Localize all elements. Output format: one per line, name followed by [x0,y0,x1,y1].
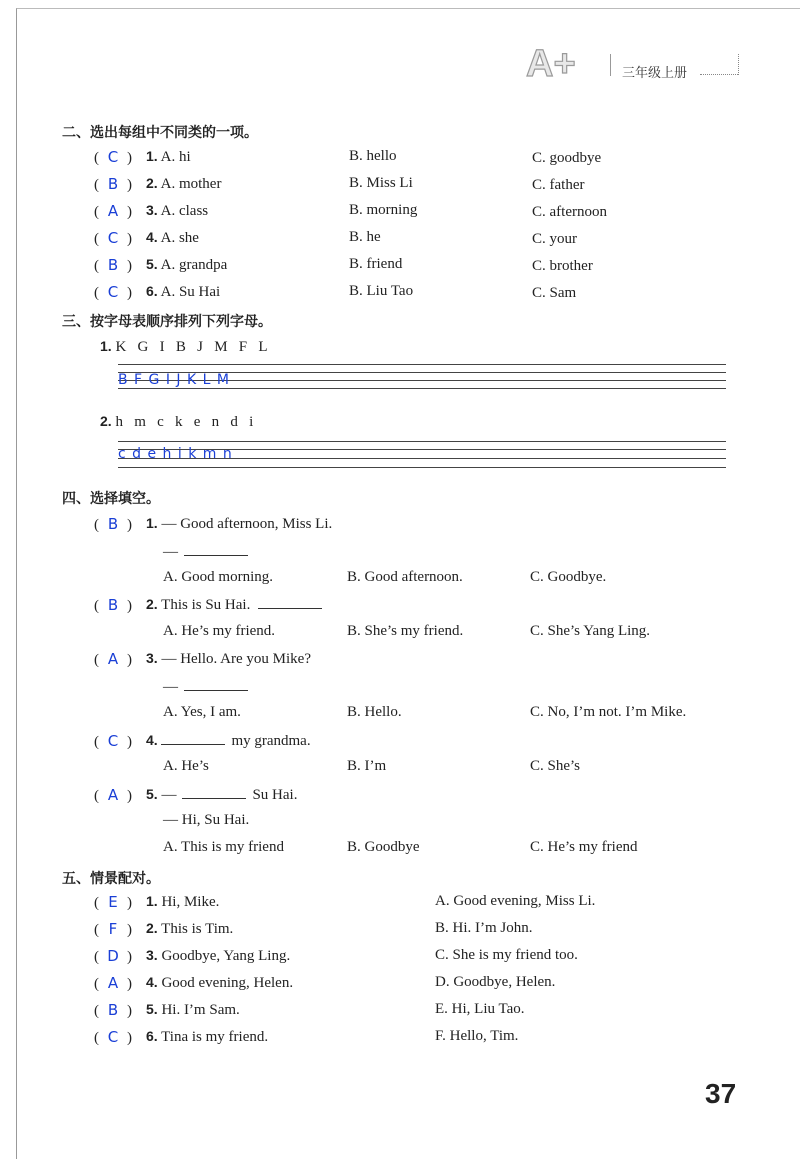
answer-parens [94,175,132,194]
answer-letter: B [107,256,119,274]
paren-close: ) [127,734,132,750]
paren-open: ( [94,258,99,274]
paren-open: ( [94,231,99,247]
answer-blank [182,786,246,799]
s3-letters: K G I B J M F L [115,339,268,355]
answer-parens [94,229,132,248]
answer-letter: B [107,515,119,533]
s2-option-a: A. Su Hai [160,284,221,300]
s2-option-b: B. he [349,229,381,245]
s4-option-a: A. Yes, I am. [163,704,241,720]
s3-line [118,467,726,468]
s2-option-c: C. goodbye [532,150,602,166]
s5-question [146,1001,240,1019]
s4-num: 4. [146,732,158,748]
s4-question-text: — Good afternoon, Miss Li. [161,516,333,532]
s5-option: C. She is my friend too. [435,947,578,963]
s2-num: 1. [146,148,158,164]
s2-option-c: C. your [532,231,577,247]
s5-question-text: Hi, Mike. [161,894,220,910]
paren-open: ( [94,734,99,750]
s5-question [146,947,290,965]
s4-option-c: C. She’s [530,758,581,774]
s4-option-b: B. I’m [347,758,387,774]
s2-question [146,148,191,166]
s4-num: 1. [146,515,158,531]
answer-letter: B [107,175,119,193]
s2-option-c: C. Sam [532,285,577,301]
s4-question-text: This is Su Hai. [161,597,251,613]
s3-line [118,388,726,389]
s3-item-1 [100,338,268,356]
section5-title: 五、情景配对。 [62,871,160,887]
paren-open: ( [94,177,99,193]
paren-close: ) [127,258,132,274]
s2-option-c: C. afternoon [532,204,607,220]
paren-open: ( [94,922,99,938]
s4-reply-line [163,543,248,561]
paren-open: ( [94,788,99,804]
s2-option-a: A. class [160,203,209,219]
s4-question [146,650,311,668]
s5-question [146,974,293,992]
s4-option-c: C. He’s my friend [530,839,638,855]
header-dots [700,74,738,75]
answer-letter: A [107,974,119,992]
paren-open: ( [94,598,99,614]
s4-question [146,596,322,614]
answer-letter: C [107,283,119,301]
answer-blank [258,596,322,609]
answer-parens [94,650,132,669]
s2-option-c: C. father [532,177,585,193]
s4-question-text: my grandma. [231,733,311,749]
answer-letter: F [108,920,118,938]
answer-parens [94,974,132,993]
s4-num: 5. [146,786,158,802]
s5-question-text: Hi. I’m Sam. [161,1002,240,1018]
answer-letter: A [107,786,119,804]
s2-question [146,256,227,274]
s4-option-c: C. Goodbye. [530,569,607,585]
s4-num: 3. [146,650,158,666]
s4-option-a: A. Good morning. [163,569,273,585]
s5-num: 2. [146,920,158,936]
answer-blank [161,732,225,745]
s5-question-text: This is Tim. [161,921,234,937]
s5-num: 6. [146,1028,158,1044]
s5-question [146,920,233,938]
s5-question-text: Good evening, Helen. [161,975,294,991]
answer-parens [94,786,132,805]
s5-num: 4. [146,974,158,990]
s5-option: D. Goodbye, Helen. [435,974,556,990]
s4-reply-text: — Hi, Su Hai. [163,812,250,828]
answer-letter: C [107,1028,119,1046]
answer-letter: E [108,893,118,911]
s2-option-a: A. mother [160,176,222,192]
s5-option: A. Good evening, Miss Li. [435,893,596,909]
paren-close: ) [127,788,132,804]
answer-parens [94,283,132,302]
s4-option-a: A. This is my friend [163,839,284,855]
s2-num: 6. [146,283,158,299]
s4-option-b: B. Good afternoon. [347,569,463,585]
answer-letter: C [107,148,119,166]
answer-letter: C [107,229,119,247]
s4-question [146,786,297,804]
paren-close: ) [127,177,132,193]
paren-open: ( [94,150,99,166]
s5-option: B. Hi. I’m John. [435,920,533,936]
s4-reply-line [163,812,249,829]
paren-close: ) [127,150,132,166]
s2-option-a: A. grandpa [160,257,228,273]
s2-option-b: B. Liu Tao [349,283,414,299]
answer-blank [184,678,248,691]
paren-close: ) [127,922,132,938]
paren-close: ) [127,517,132,533]
s2-option-b: B. Miss Li [349,175,413,191]
page-number: 37 [705,1078,737,1109]
paren-open: ( [94,976,99,992]
s3-line [118,441,726,442]
answer-letter: B [107,1001,119,1019]
paren-close: ) [127,204,132,220]
paren-open: ( [94,949,99,965]
s3-item-2 [100,413,253,431]
paren-close: ) [127,976,132,992]
s5-option: E. Hi, Liu Tao. [435,1001,525,1017]
paren-open: ( [94,204,99,220]
s4-reply-line [163,678,248,696]
s2-option-a: A. hi [160,149,191,165]
paren-open: ( [94,285,99,301]
s2-question [146,229,199,247]
s4-option-b: B. Hello. [347,704,402,720]
s2-option-b: B. friend [349,256,403,272]
answer-parens [94,256,132,275]
s4-option-c: C. No, I’m not. I’m Mike. [530,704,687,720]
s2-option-c: C. brother [532,258,593,274]
answer-parens [94,515,132,534]
s4-option-a: A. He’s my friend. [163,623,276,639]
section2-title: 二、选出每组中不同类的一项。 [62,125,258,141]
s5-question-text: Goodbye, Yang Ling. [161,948,291,964]
s2-num: 3. [146,202,158,218]
s3-line [118,364,726,365]
answer-parens [94,1028,132,1047]
section4-title: 四、选择填空。 [62,491,160,507]
paren-open: ( [94,1003,99,1019]
s2-question [146,202,208,220]
header-divider [610,54,611,76]
s4-reply-text: — [163,679,178,695]
s5-question-text: Tina is my friend. [161,1029,269,1045]
paren-close: ) [127,895,132,911]
header-dots-end [738,54,740,75]
s4-option-c: C. She’s Yang Ling. [530,623,651,639]
s4-num: 2. [146,596,158,612]
s4-option-b: B. Goodbye [347,839,420,855]
s3-answer-2: c d e h i k m n [118,446,233,462]
answer-parens [94,148,132,167]
s2-num: 4. [146,229,158,245]
s4-option-b: B. She’s my friend. [347,623,464,639]
answer-parens [94,732,132,751]
s3-num: 1. [100,338,112,354]
paren-close: ) [127,652,132,668]
s2-question [146,175,221,193]
paren-close: ) [127,949,132,965]
paren-open: ( [94,517,99,533]
header-logo-text: A+ [526,43,576,82]
answer-parens [94,920,132,939]
answer-letter: A [107,650,119,668]
section3-title: 三、按字母表顺序排列下列字母。 [62,314,272,330]
s4-question-text: Su Hai. [252,787,298,803]
s5-num: 1. [146,893,158,909]
answer-blank [184,543,248,556]
s3-num: 2. [100,413,112,429]
paren-close: ) [127,285,132,301]
paren-open: ( [94,652,99,668]
answer-parens [94,893,132,912]
s4-question [146,732,311,750]
s2-option-b: B. hello [349,148,397,164]
s5-option: F. Hello, Tim. [435,1028,519,1044]
s4-question [146,515,332,533]
s5-num: 3. [146,947,158,963]
s4-option-a: A. He’s [163,758,209,774]
paren-open: ( [94,895,99,911]
paren-close: ) [127,1030,132,1046]
s4-question-dash: — [161,787,177,803]
s2-num: 2. [146,175,158,191]
answer-parens [94,596,132,615]
header-logo [524,42,606,82]
answer-letter: B [107,596,119,614]
paren-close: ) [127,1003,132,1019]
s4-reply-text: — [163,544,178,560]
paren-close: ) [127,231,132,247]
s2-question [146,283,220,301]
answer-letter: C [107,732,119,750]
answer-letter: A [107,202,119,220]
s3-answer-1: B F G I J K L M [118,372,230,388]
s3-letters: h m c k e n d i [115,414,254,430]
header-label: 三年级上册 [622,66,688,81]
answer-parens [94,947,132,966]
s5-num: 5. [146,1001,158,1017]
s5-question [146,1028,268,1046]
answer-parens [94,202,132,221]
s4-question-text: — Hello. Are you Mike? [161,651,311,667]
paren-close: ) [127,598,132,614]
s2-num: 5. [146,256,158,272]
answer-parens [94,1001,132,1020]
answer-letter: D [107,947,119,965]
s2-option-a: A. she [160,230,199,246]
s5-question [146,893,219,911]
s2-option-b: B. morning [349,202,418,218]
paren-open: ( [94,1030,99,1046]
